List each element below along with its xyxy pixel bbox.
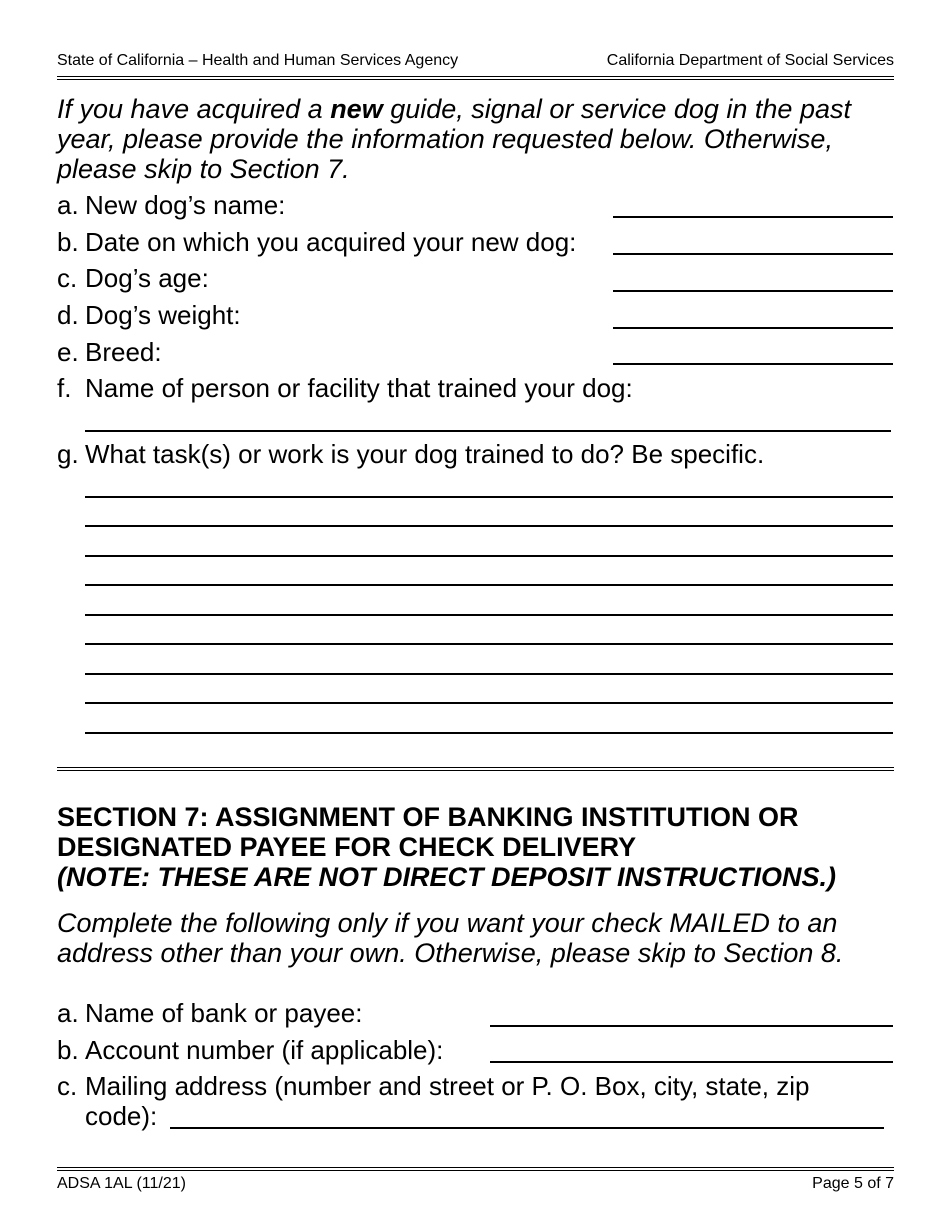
tasks-field-line[interactable]	[85, 643, 893, 645]
dog-age-field[interactable]	[613, 290, 893, 292]
section6-intro: If you have acquired a new guide, signal or service dog in the past year, please provide the information requested below. Otherwise, please skip to Section 7.	[57, 94, 851, 184]
tasks-label: What task(s) or work is your dog trained to do? Be specific.	[85, 439, 765, 469]
breed-label: Breed:	[85, 337, 162, 367]
breed-row: e. Breed:	[57, 337, 162, 367]
dog-name-field[interactable]	[613, 216, 893, 218]
section7-note: (NOTE: THESE ARE NOT DIRECT DEPOSIT INSTRUCTIONS.)	[57, 862, 837, 892]
dog-weight-row: d. Dog’s weight:	[57, 300, 241, 330]
account-number-field[interactable]	[490, 1061, 893, 1063]
dog-weight-label: Dog’s weight:	[85, 300, 241, 330]
bank-payee-row: a. Name of bank or payee:	[57, 998, 363, 1028]
tasks-field-line[interactable]	[85, 614, 893, 616]
section-divider	[57, 767, 894, 771]
dog-age-label: Dog’s age:	[85, 263, 209, 293]
tasks-field-line[interactable]	[85, 555, 893, 557]
bank-payee-label: Name of bank or payee:	[85, 998, 363, 1028]
dog-weight-field[interactable]	[613, 327, 893, 329]
dog-age-row: c. Dog’s age:	[57, 263, 209, 293]
mailing-address-row: c. Mailing address (number and street or P. O. Box, city, state, zip code):	[57, 1071, 810, 1131]
acquired-date-field[interactable]	[613, 253, 893, 255]
mailing-address-field[interactable]	[170, 1127, 884, 1129]
acquired-date-row: b. Date on which you acquired your new dog:	[57, 227, 577, 257]
footer-divider	[57, 1167, 894, 1171]
section7-intro: Complete the following only if you want your check MAILED to an address other than your own. Otherwise, please skip to Section 8.	[57, 908, 844, 968]
page-number: Page 5 of 7	[812, 1175, 894, 1192]
breed-field[interactable]	[613, 363, 893, 365]
tasks-field-line[interactable]	[85, 584, 893, 586]
department-name: California Department of Social Services	[606, 52, 894, 69]
tasks-row: g. What task(s) or work is your dog trained to do? Be specific.	[57, 439, 765, 469]
tasks-field-line[interactable]	[85, 702, 893, 704]
dog-name-label: New dog’s name:	[85, 190, 286, 220]
mailing-address-label-cont: code):	[85, 1101, 158, 1131]
header-divider	[57, 76, 894, 80]
bank-payee-field[interactable]	[490, 1025, 893, 1027]
tasks-field-line[interactable]	[85, 673, 893, 675]
section7-heading: SECTION 7: ASSIGNMENT OF BANKING INSTITUTION OR DESIGNATED PAYEE FOR CHECK DELIVERY (NOTE: THESE ARE NOT DIRECT DEPOSIT INSTRUCTIONS.)	[57, 802, 917, 892]
trainer-label: Name of person or facility that trained your dog:	[85, 373, 633, 403]
tasks-field-line[interactable]	[85, 496, 893, 498]
mailing-address-label: Mailing address (number and street or P. O. Box, city, state, zip	[85, 1071, 810, 1101]
agency-name: State of California – Health and Human Services Agency	[57, 52, 459, 69]
tasks-field-line[interactable]	[85, 525, 893, 527]
tasks-field-line[interactable]	[85, 732, 893, 734]
account-number-label: Account number (if applicable):	[85, 1035, 444, 1065]
dog-name-row: a. New dog’s name:	[57, 190, 286, 220]
trainer-row: f. Name of person or facility that trained your dog:	[57, 373, 633, 403]
acquired-date-label: Date on which you acquired your new dog:	[85, 227, 577, 257]
trainer-field[interactable]	[85, 430, 891, 432]
account-number-row: b. Account number (if applicable):	[57, 1035, 444, 1065]
form-id: ADSA 1AL (11/21)	[57, 1175, 186, 1192]
